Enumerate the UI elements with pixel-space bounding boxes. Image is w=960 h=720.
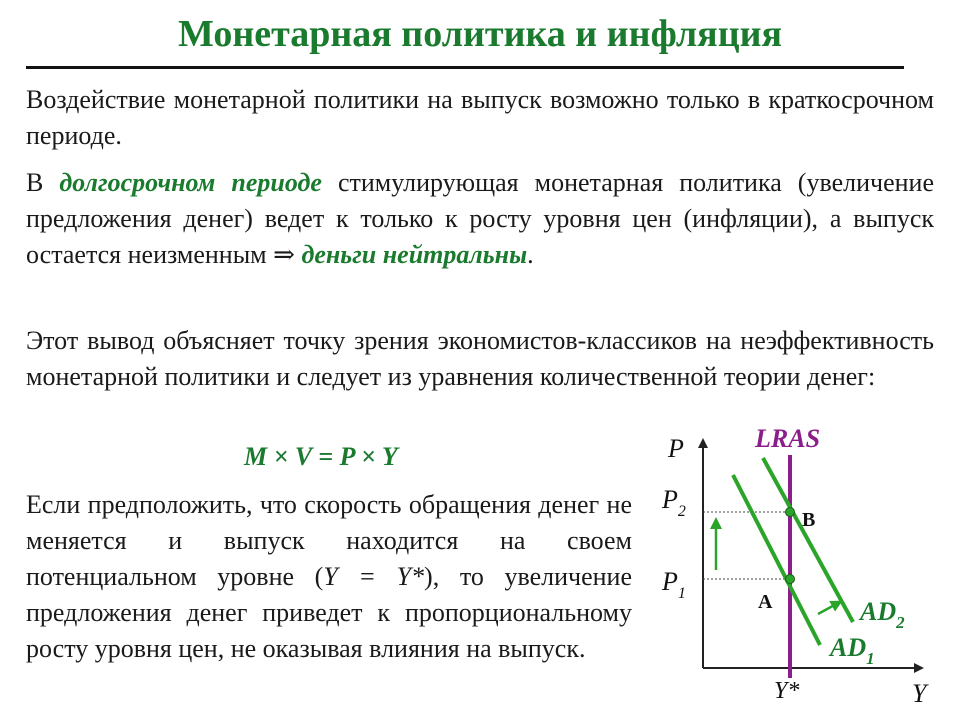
p2-end: .	[527, 240, 534, 269]
p1-label: $P_1$	[662, 567, 686, 602]
p2-start: В	[26, 168, 60, 197]
money-neutral-term: деньги нейтральны	[301, 240, 528, 269]
ad-shift-arrow	[818, 602, 840, 614]
x-axis-label: Y	[912, 679, 927, 708]
point-a-label: A	[758, 591, 773, 613]
point-b-label: B	[802, 509, 816, 531]
p4-before: Если предположить, что скорость обращения денег не меняется и выпуск находится на своем потенциальном уровне (	[26, 490, 632, 591]
ad1-label: $AD_1$	[830, 633, 875, 668]
y-axis-label: P	[668, 434, 684, 463]
slide-title: Монетарная политика и инфляция	[177, 13, 783, 55]
p2-label: $P_2$	[662, 485, 686, 520]
lras-label: LRAS	[755, 424, 821, 453]
ad2-label: $AD_2$	[860, 597, 905, 632]
quantity-equation: M × V = P × Y	[244, 442, 398, 471]
implies-arrow-icon: ⇒	[273, 240, 295, 269]
point-a-marker	[786, 575, 795, 584]
point-b-marker	[786, 508, 795, 517]
long-run-term: долгосрочном периоде	[59, 168, 322, 197]
ad1-curve	[733, 475, 820, 645]
p4-equation: Y = Y*	[323, 562, 425, 591]
p4-after: ), то увеличение предложения денег приведет к пропорциональному росту уровня цен, не оказывая влияния на выпуск.	[26, 562, 633, 663]
paragraph-short-run: Воздействие монетарной политики на выпуск возможно только в краткосрочном периоде.	[26, 85, 934, 150]
p2-middle: стимулирующая монетарная политика (увеличение предложения денег) ведет к только к росту уровня цен (инфляции), а выпуск остается неизменным	[26, 168, 934, 269]
ystar-label: Y*	[774, 678, 800, 704]
ad2-curve	[763, 458, 853, 622]
paragraph-classics: Этот вывод объясняет точку зрения экономистов-классиков на неэффективность монетарной политики и следует из уравнения количественной теории денег:	[26, 326, 934, 391]
